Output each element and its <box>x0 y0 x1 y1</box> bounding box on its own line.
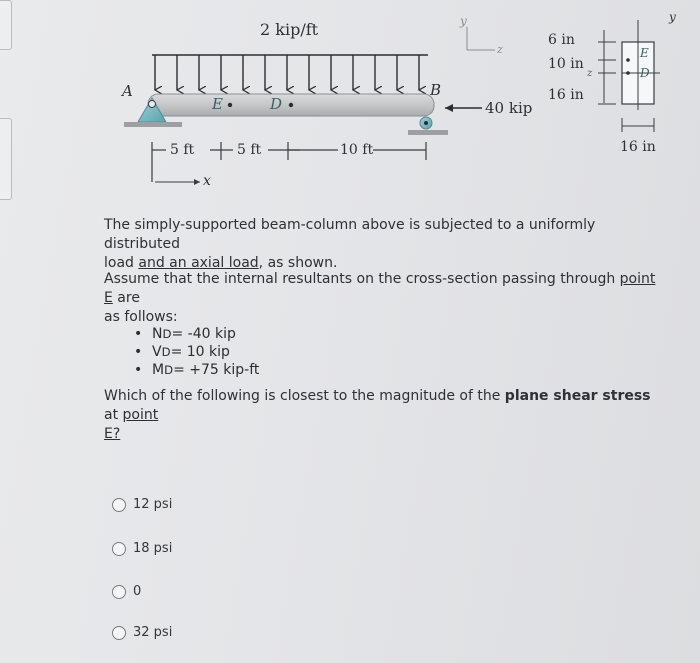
axial-load-arrow <box>445 104 482 112</box>
resultant-symbol: V <box>152 344 162 360</box>
point-d-dot <box>289 103 293 107</box>
option-32-psi[interactable] <box>112 625 172 640</box>
axial-load-label: 40 kip <box>485 99 533 117</box>
resultant-item: • M D = +75 kip-ft <box>134 362 260 378</box>
question-line-1 <box>104 387 664 425</box>
section-dim-1-label: 6 in <box>548 32 575 48</box>
x-axis-arrow <box>155 179 200 185</box>
section-width-label: 16 in <box>620 139 656 155</box>
assume-1a: Assume that the internal resultants on the cross-section passing through <box>104 271 620 287</box>
resultant-value: = +75 kip-ft <box>173 362 260 378</box>
radio-button[interactable] <box>112 542 126 556</box>
question-1c: at <box>104 407 123 423</box>
question-1a: Which of the following is closest to the magnitude of the <box>104 388 505 404</box>
resultant-symbol: M <box>152 362 165 378</box>
resultants-list <box>134 325 259 379</box>
question-paragraph <box>104 387 664 444</box>
x-axis-label: x <box>203 173 211 189</box>
point-b-label: B <box>430 81 442 99</box>
intro-2a: load <box>104 255 139 271</box>
option-label: 0 <box>133 584 142 599</box>
distributed-load <box>152 55 428 90</box>
intro-paragraph <box>104 216 664 273</box>
assume-line-1 <box>104 270 664 308</box>
resultant-subscript: D <box>161 345 171 359</box>
question-line-2: E? <box>104 426 121 442</box>
radio-button[interactable] <box>112 498 126 512</box>
beam-diagram-svg <box>0 0 700 210</box>
option-label: 12 psi <box>133 497 173 512</box>
radio-button[interactable] <box>112 585 126 599</box>
intro-2c: , as shown. <box>258 255 338 271</box>
resultant-value: = -40 kip <box>171 326 236 342</box>
dimension-3-label: 10 ft <box>340 142 374 158</box>
section-y-label: y <box>669 10 676 24</box>
section-point-e-label: E <box>640 46 649 60</box>
resultant-subscript: D <box>162 327 172 341</box>
assume-1b-underlined: point E <box>104 271 656 306</box>
point-d-label: D <box>270 95 283 113</box>
yz-axes-sketch <box>467 27 495 50</box>
intro-2b-underlined: and an axial load <box>138 255 259 271</box>
z-axis-label: z <box>497 43 503 56</box>
y-axis-label: y <box>460 14 467 28</box>
cross-section <box>598 20 660 132</box>
point-a-label: A <box>122 82 133 100</box>
resultant-value: = 10 kip <box>170 344 230 360</box>
roller-support-b <box>408 117 448 135</box>
option-18-psi[interactable] <box>112 541 172 556</box>
intro-line-1: The simply-supported beam-column above is subjected to a uniformly distributed <box>104 217 596 252</box>
question-1d-underlined: point <box>122 407 159 423</box>
option-label: 32 psi <box>133 625 173 640</box>
point-e-label: E <box>212 95 223 113</box>
section-point-d-label: D <box>640 66 650 80</box>
option-12-psi[interactable] <box>112 497 172 512</box>
point-e-dot <box>228 103 232 107</box>
option-0[interactable] <box>112 584 141 599</box>
resultant-subscript: D <box>164 363 174 377</box>
dimension-2-label: 5 ft <box>237 142 262 158</box>
resultant-symbol: N <box>152 326 163 342</box>
dimension-1-label: 5 ft <box>170 142 195 158</box>
beam-figure <box>0 0 700 210</box>
section-dim-2-label: 10 in <box>548 56 584 72</box>
resultant-item: • V D = 10 kip <box>134 344 230 360</box>
assume-paragraph <box>104 270 664 327</box>
question-1b-bold: plane shear stress <box>504 388 651 404</box>
section-z-label: z <box>587 68 593 79</box>
section-dim-3-label: 16 in <box>548 87 584 103</box>
radio-button[interactable] <box>112 626 126 640</box>
option-label: 18 psi <box>133 541 173 556</box>
assume-line-2: as follows: <box>104 309 178 325</box>
assume-1c: are <box>112 290 140 306</box>
load-label: 2 kip/ft <box>260 20 319 39</box>
resultant-item: • N D = -40 kip <box>134 326 236 342</box>
